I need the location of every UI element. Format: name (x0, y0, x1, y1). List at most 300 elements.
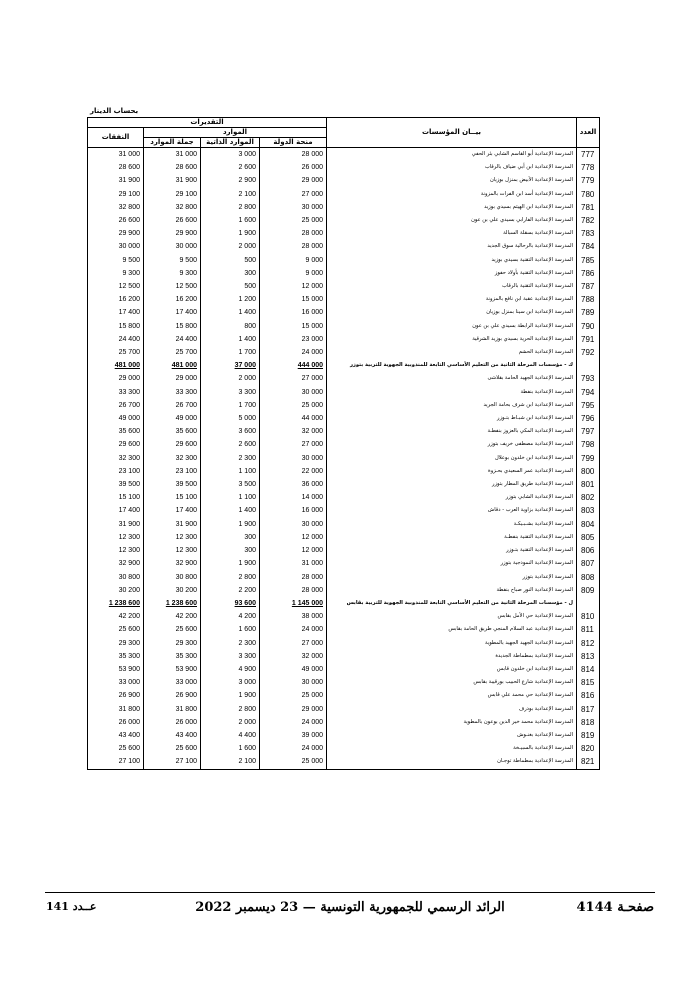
expenses-cell (88, 663, 144, 676)
row-number-cell-text: 805 (581, 532, 595, 542)
table-row (88, 491, 600, 504)
row-number-cell (577, 518, 600, 531)
institution-name-cell-text: المدرسة الإعدادية الحشم (518, 349, 574, 356)
state-grant-cell-text: 15 000 (301, 322, 324, 330)
expenses-cell (88, 716, 144, 729)
expenses-cell-text: 32 900 (118, 560, 140, 568)
total-resources-cell-text: 26 900 (175, 692, 197, 700)
institution-name-cell-text: المدرسة الإعدادية بتوزر (522, 573, 574, 580)
table-summary-row (88, 359, 600, 372)
expenses-cell (88, 148, 144, 162)
institution-name-cell-text: المدرسة الإعدادية أسد ابن الفرات بالمزونة (480, 190, 574, 197)
total-resources-cell (144, 227, 201, 240)
row-number-cell (577, 452, 600, 465)
total-resources-cell-text: 27 100 (175, 758, 197, 766)
table-row (88, 320, 600, 333)
own-resources-cell-text: 3 000 (238, 151, 256, 158)
own-resources-cell (201, 346, 260, 359)
own-resources-cell-text: 2 000 (238, 375, 256, 383)
institution-name-cell-text: المدرسة الإعدادية الرابطة بسيدي علي بن عون (472, 322, 574, 329)
table-row (88, 703, 600, 716)
total-resources-cell (144, 359, 201, 372)
expenses-cell (88, 306, 144, 319)
row-number-cell (577, 188, 600, 201)
own-resources-cell-text: 1 400 (238, 507, 256, 515)
table-row (88, 306, 600, 319)
expenses-cell-text: 29 000 (118, 375, 140, 383)
expenses-cell-text: 31 800 (118, 705, 140, 713)
state-grant-cell (260, 320, 327, 333)
state-grant-cell (260, 306, 327, 319)
total-resources-cell (144, 518, 201, 531)
expenses-cell-text: 31 000 (118, 151, 140, 158)
expenses-cell-text: 33 000 (118, 679, 140, 687)
row-number-cell (577, 689, 600, 702)
institution-name-cell (327, 240, 577, 253)
total-resources-cell-text: 29 900 (175, 230, 197, 238)
expenses-cell-text: 26 600 (118, 217, 140, 225)
own-resources-cell (201, 676, 260, 689)
state-grant-cell-text: 38 000 (301, 613, 324, 621)
institution-name-cell (327, 637, 577, 650)
state-grant-cell (260, 438, 327, 451)
own-resources-cell (201, 504, 260, 517)
table-row (88, 188, 600, 201)
row-number-cell-text: 819 (581, 730, 595, 740)
expenses-cell-text: 29 300 (118, 639, 140, 647)
state-grant-cell-text: 30 000 (301, 388, 324, 396)
table-row (88, 293, 600, 306)
total-resources-cell-text: 9 500 (179, 256, 197, 264)
own-resources-cell-text: 1 600 (238, 217, 256, 225)
row-number-cell (577, 597, 600, 610)
expenses-cell (88, 637, 144, 650)
institution-name-cell (327, 320, 577, 333)
total-resources-cell (144, 372, 201, 385)
row-number-cell-text: 810 (581, 612, 595, 622)
row-number-cell (577, 504, 600, 517)
expenses-cell (88, 333, 144, 346)
total-resources-cell-text: 16 200 (175, 296, 197, 304)
total-resources-cell (144, 399, 201, 412)
own-resources-cell-text: 3 500 (238, 481, 256, 489)
institution-name-cell-text: المدرسة الإعدادية الجهيد الجهيد بالمطوية (484, 639, 574, 646)
row-number-cell-text: 789 (581, 308, 595, 318)
expenses-cell (88, 584, 144, 597)
own-resources-cell-text: 4 400 (238, 731, 256, 739)
state-grant-cell-text: 24 000 (301, 626, 324, 634)
state-grant-cell-text: 24 000 (301, 718, 324, 726)
own-resources-cell (201, 399, 260, 412)
state-grant-cell (260, 742, 327, 755)
institution-name-cell (327, 676, 577, 689)
total-resources-cell-text: 30 800 (175, 573, 197, 581)
institution-name-cell-text: المدرسة الإعدادية بالرحالية سوق الجديد (487, 243, 574, 250)
header-institutions: بيــان المؤسسات (327, 118, 577, 148)
row-number-cell (577, 214, 600, 227)
state-grant-cell-text: 30 000 (301, 454, 324, 462)
table-summary-row (88, 597, 600, 610)
expenses-cell (88, 597, 144, 610)
institution-name-cell-text: المدرسة الإعدادية بنفطة (520, 388, 574, 395)
state-grant-cell-text: 29 000 (301, 705, 324, 713)
table-row (88, 240, 600, 253)
expenses-cell-text: 15 800 (118, 322, 140, 330)
expenses-cell-text: 9 500 (122, 256, 140, 264)
expenses-cell (88, 346, 144, 359)
total-resources-cell (144, 650, 201, 663)
institution-name-cell (327, 201, 577, 214)
total-resources-cell-text: 15 100 (175, 494, 197, 502)
table-row (88, 557, 600, 570)
table-row (88, 531, 600, 544)
row-number-cell (577, 372, 600, 385)
expenses-cell (88, 174, 144, 187)
row-number-cell-text: 786 (581, 268, 595, 278)
institution-name-cell-text: المدرسة الإعدادية بوذرف (518, 705, 574, 712)
total-resources-cell (144, 584, 201, 597)
total-resources-cell-text: 12 500 (175, 283, 197, 291)
table-row (88, 254, 600, 267)
header-resources: الموارد (144, 128, 327, 138)
institution-name-cell (327, 729, 577, 742)
expenses-cell-text: 33 300 (118, 388, 140, 396)
row-number-cell (577, 386, 600, 399)
table-row (88, 386, 600, 399)
row-number-cell (577, 623, 600, 636)
state-grant-cell (260, 610, 327, 623)
institution-name-cell-text: المدرسة الإعدادية بمطماطة توجـان (497, 758, 574, 765)
institution-name-cell (327, 597, 577, 610)
state-grant-cell (260, 650, 327, 663)
own-resources-cell (201, 729, 260, 742)
own-resources-cell (201, 161, 260, 174)
own-resources-cell (201, 663, 260, 676)
total-resources-cell (144, 465, 201, 478)
own-resources-cell-text: 3 000 (238, 679, 256, 687)
state-grant-cell-text: 28 000 (301, 230, 324, 238)
row-number-cell-text: 792 (581, 348, 595, 358)
expenses-cell (88, 214, 144, 227)
own-resources-cell (201, 214, 260, 227)
state-grant-cell-text: 28 000 (301, 573, 324, 581)
state-grant-cell-text: 27 000 (301, 375, 324, 383)
row-number-cell (577, 650, 600, 663)
own-resources-cell (201, 623, 260, 636)
header-state-grant: منحة الدولة (260, 138, 327, 148)
institution-name-cell-text: المدرسة الإعدادية طريق المطار بتوزر (492, 481, 574, 488)
row-number-cell (577, 755, 600, 769)
row-number-cell-text: 796 (581, 414, 595, 424)
state-grant-cell-text: 23 000 (301, 335, 324, 343)
table-row (88, 650, 600, 663)
state-grant-cell-text: 12 000 (301, 547, 324, 555)
total-resources-cell (144, 663, 201, 676)
row-number-cell (577, 584, 600, 597)
row-number-cell (577, 399, 600, 412)
institution-name-cell-text: المدرسة الإعدادية التقنية بنفطـة (504, 533, 574, 540)
institution-name-cell (327, 716, 577, 729)
total-resources-cell (144, 412, 201, 425)
institution-name-cell-text: المدرسة الإعدادية الفارابي بسيدي علي بن عون (471, 217, 574, 224)
institution-name-cell (327, 214, 577, 227)
state-grant-cell (260, 293, 327, 306)
row-number-cell-text: 798 (581, 440, 595, 450)
state-grant-cell (260, 729, 327, 742)
own-resources-cell-text: 2 100 (238, 190, 256, 198)
row-number-cell (577, 306, 600, 319)
expenses-cell-text: 53 900 (118, 665, 140, 673)
row-number-cell (577, 254, 600, 267)
state-grant-cell-text: 39 000 (301, 731, 324, 739)
total-resources-cell (144, 188, 201, 201)
state-grant-cell-text: 30 000 (301, 679, 324, 687)
state-grant-cell (260, 531, 327, 544)
institution-name-cell-text: المدرسة الإعدادية الحرية بسيدي بوزيد الشرقية (472, 335, 574, 342)
row-number-cell-text: 818 (581, 717, 595, 727)
state-grant-cell (260, 188, 327, 201)
row-number-cell-text: 800 (581, 466, 595, 476)
own-resources-cell-text: 1 400 (238, 309, 256, 317)
table-row (88, 478, 600, 491)
expenses-cell (88, 425, 144, 438)
table-row (88, 412, 600, 425)
total-resources-cell (144, 597, 201, 610)
row-number-cell (577, 240, 600, 253)
own-resources-cell-text: 500 (244, 283, 256, 291)
expenses-cell-text: 1 238 600 (108, 599, 140, 607)
state-grant-cell-text: 9 000 (305, 269, 324, 277)
table-row (88, 716, 600, 729)
expenses-cell (88, 571, 144, 584)
own-resources-cell (201, 333, 260, 346)
own-resources-cell-text: 4 200 (238, 613, 256, 621)
own-resources-cell-text: 1 900 (238, 520, 256, 528)
table-row (88, 571, 600, 584)
own-resources-cell-text: 5 000 (238, 415, 256, 423)
expenses-cell-text: 12 300 (118, 547, 140, 555)
table-row (88, 201, 600, 214)
expenses-cell (88, 161, 144, 174)
state-grant-cell (260, 412, 327, 425)
total-resources-cell (144, 293, 201, 306)
institution-name-cell-text: المدرسة الإعدادية الأبيض بمنزل بوزيان (489, 177, 574, 184)
own-resources-cell-text: 300 (244, 533, 256, 541)
state-grant-cell-text: 28 000 (301, 586, 324, 594)
state-grant-cell (260, 386, 327, 399)
institution-name-cell-text: المدرسة الإعدادية بشـبـيكـة (513, 520, 574, 527)
institution-name-cell (327, 478, 577, 491)
row-number-cell (577, 359, 600, 372)
institution-name-cell (327, 254, 577, 267)
row-number-cell (577, 227, 600, 240)
expenses-cell (88, 293, 144, 306)
own-resources-cell-text: 500 (244, 256, 256, 264)
header-expenses: النفقات (88, 128, 144, 148)
state-grant-cell-text: 27 000 (301, 190, 324, 198)
state-grant-cell (260, 703, 327, 716)
institution-name-cell (327, 650, 577, 663)
expenses-cell-text: 29 600 (118, 441, 140, 449)
header-own-resources: الموارد الذاتية (201, 138, 260, 148)
state-grant-cell-text: 30 000 (301, 203, 324, 211)
row-number-cell (577, 571, 600, 584)
row-number-cell-text: 801 (581, 480, 595, 490)
total-resources-cell-text: 35 600 (175, 428, 197, 436)
institution-name-cell-text: المدرسة الإعدادية النور صباح بنفطة (496, 586, 574, 593)
total-resources-cell (144, 610, 201, 623)
expenses-cell-text: 42 200 (118, 613, 140, 621)
institution-name-cell-text: المدرسة الإعدادية مصطفى خريف بتوزر (487, 441, 574, 448)
issue-number: عــدد 141 (46, 900, 97, 913)
expenses-cell (88, 689, 144, 702)
total-resources-cell (144, 148, 201, 162)
table-row (88, 623, 600, 636)
total-resources-cell-text: 32 800 (175, 203, 197, 211)
institution-name-cell (327, 623, 577, 636)
total-resources-cell (144, 240, 201, 253)
own-resources-cell (201, 280, 260, 293)
institution-name-cell (327, 346, 577, 359)
state-grant-cell (260, 504, 327, 517)
table-row (88, 214, 600, 227)
own-resources-cell (201, 452, 260, 465)
own-resources-cell-text: 1 700 (238, 349, 256, 357)
institution-name-cell (327, 174, 577, 187)
row-number-cell-text: 788 (581, 295, 595, 305)
expenses-cell-text: 481 000 (114, 362, 140, 370)
total-resources-cell-text: 28 600 (175, 164, 197, 172)
row-number-cell (577, 161, 600, 174)
institution-name-cell-text: المدرسة الإعدادية بغنـوش (517, 731, 574, 738)
own-resources-cell (201, 716, 260, 729)
expenses-cell-text: 9 300 (122, 269, 140, 277)
institution-name-cell-text: المدرسة الإعدادية التقنية بالرقاب (501, 283, 574, 290)
total-resources-cell (144, 755, 201, 769)
row-number-cell (577, 478, 600, 491)
own-resources-cell (201, 597, 260, 610)
expenses-cell-text: 16 200 (118, 296, 140, 304)
total-resources-cell (144, 267, 201, 280)
row-number-cell (577, 544, 600, 557)
expenses-cell-text: 39 500 (118, 481, 140, 489)
expenses-cell-text: 26 700 (118, 401, 140, 409)
own-resources-cell-text: 2 800 (238, 705, 256, 713)
total-resources-cell-text: 29 100 (175, 190, 197, 198)
expenses-cell (88, 240, 144, 253)
row-number-cell-text: 783 (581, 229, 595, 239)
institution-name-cell (327, 227, 577, 240)
expenses-cell-text: 25 700 (118, 349, 140, 357)
total-resources-cell-text: 25 600 (175, 626, 197, 634)
own-resources-cell-text: 3 600 (238, 428, 256, 436)
row-number-cell-text: 797 (581, 427, 595, 437)
own-resources-cell (201, 650, 260, 663)
table-row (88, 280, 600, 293)
own-resources-cell-text: 2 600 (238, 441, 256, 449)
institution-name-cell-text: المدرسة الإعدادية محمد خير الدين بوعون بالمطوية (463, 718, 574, 725)
institution-name-cell-text: المدرسة الإعدادية شارع الحبيب بورقيبة بقابس (473, 679, 574, 686)
total-resources-cell (144, 201, 201, 214)
institution-name-cell-text: المدرسة الإعدادية التقنية بسيدي بوزيد (491, 256, 574, 263)
institution-name-cell (327, 412, 577, 425)
table-row (88, 227, 600, 240)
expenses-cell-text: 43 400 (118, 731, 140, 739)
own-resources-cell-text: 1 600 (238, 626, 256, 634)
state-grant-cell (260, 584, 327, 597)
table-row (88, 346, 600, 359)
total-resources-cell-text: 9 300 (179, 269, 197, 277)
institution-name-cell-text: المدرسة الإعدادية ابن شرف بحامة الجريد (483, 401, 574, 408)
expenses-cell-text: 30 200 (118, 586, 140, 594)
institution-name-cell (327, 703, 577, 716)
expenses-cell (88, 557, 144, 570)
institution-name-cell (327, 531, 577, 544)
table-row (88, 399, 600, 412)
expenses-cell (88, 188, 144, 201)
state-grant-cell (260, 346, 327, 359)
table-row (88, 742, 600, 755)
institution-name-cell (327, 148, 577, 162)
total-resources-cell (144, 333, 201, 346)
total-resources-cell-text: 12 300 (175, 547, 197, 555)
state-grant-cell-text: 29 000 (301, 177, 324, 185)
expenses-cell (88, 610, 144, 623)
total-resources-cell (144, 544, 201, 557)
row-number-cell-text: 790 (581, 321, 595, 331)
institution-name-cell-text: المدرسة الإعدادية بالسبيـخة (513, 745, 574, 752)
total-resources-cell-text: 17 400 (175, 309, 197, 317)
table-row (88, 637, 600, 650)
expenses-cell-text: 12 300 (118, 533, 140, 541)
state-grant-cell-text: 30 000 (301, 520, 324, 528)
expenses-cell (88, 254, 144, 267)
state-grant-cell (260, 267, 327, 280)
institution-name-cell (327, 755, 577, 769)
state-grant-cell (260, 227, 327, 240)
row-number-cell (577, 412, 600, 425)
institution-name-cell-text: المدرسة الإعدادية المكي بالعزوز بنفطـة (487, 428, 574, 435)
total-resources-cell (144, 742, 201, 755)
own-resources-cell-text: 2 000 (238, 718, 256, 726)
institution-name-cell (327, 161, 577, 174)
row-number-cell (577, 333, 600, 346)
total-resources-cell (144, 478, 201, 491)
own-resources-cell (201, 478, 260, 491)
total-resources-cell-text: 43 400 (175, 731, 197, 739)
state-grant-cell (260, 637, 327, 650)
state-grant-cell-text: 28 000 (301, 243, 324, 251)
table-row (88, 504, 600, 517)
state-grant-cell (260, 359, 327, 372)
total-resources-cell-text: 23 100 (175, 467, 197, 475)
state-grant-cell-text: 27 000 (301, 639, 324, 647)
total-resources-cell-text: 26 600 (175, 217, 197, 225)
expenses-cell-text: 31 900 (118, 177, 140, 185)
expenses-cell-text: 26 900 (118, 692, 140, 700)
table-row (88, 372, 600, 385)
expenses-cell-text: 49 000 (118, 415, 140, 423)
own-resources-cell (201, 571, 260, 584)
row-number-cell (577, 610, 600, 623)
state-grant-cell (260, 214, 327, 227)
row-number-cell-text: 808 (581, 572, 595, 582)
state-grant-cell (260, 254, 327, 267)
total-resources-cell-text: 12 300 (175, 533, 197, 541)
expenses-cell-text: 32 300 (118, 454, 140, 462)
row-number-cell-text: 812 (581, 638, 595, 648)
own-resources-cell (201, 531, 260, 544)
